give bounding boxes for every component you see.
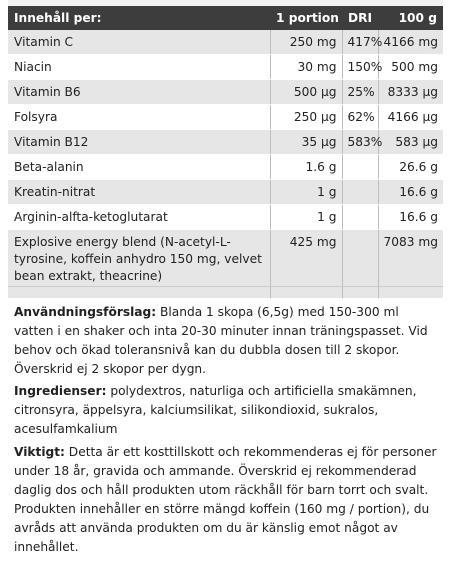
table-row <box>8 180 443 205</box>
ingredients-paragraph <box>14 382 439 439</box>
per100-value: 500 mg <box>378 55 443 80</box>
nutrition-table <box>8 6 443 299</box>
nutrient-name: Kreatin-nitrat <box>8 180 270 205</box>
per100-value: 8333 µg <box>378 80 443 105</box>
table-row <box>8 230 443 299</box>
nutrient-name: Explosive energy blend (N-acetyl-L-tyrosine, koffein anhydro 150 mg, velvet bean extrakt, theacrine) <box>8 230 270 299</box>
table-header-row <box>8 6 443 30</box>
important-label: Viktigt: <box>14 445 65 459</box>
nutrient-name: Vitamin B6 <box>8 80 270 105</box>
portion-value: 1.6 g <box>270 155 342 180</box>
dri-value: 150% <box>342 55 378 80</box>
header-content-per: Innehåll per: <box>8 6 270 30</box>
portion-value: 500 µg <box>270 80 342 105</box>
dri-value: 62% <box>342 105 378 130</box>
nutrient-name: Arginin-alfta-ketoglutarat <box>8 205 270 230</box>
header-dri: DRI <box>342 6 378 30</box>
nutrient-name: Vitamin B12 <box>8 130 270 155</box>
usage-paragraph <box>14 303 439 379</box>
nutrient-name: Folsyra <box>8 105 270 130</box>
dri-value: 417% <box>342 30 378 55</box>
portion-value: 425 mg <box>270 230 342 299</box>
table-row <box>8 105 443 130</box>
portion-value: 250 mg <box>270 30 342 55</box>
per100-value: 583 µg <box>378 130 443 155</box>
header-portion: 1 portion <box>270 6 342 30</box>
nutrient-name: Beta-alanin <box>8 155 270 180</box>
portion-value: 1 g <box>270 180 342 205</box>
ingredients-text: polydextros, naturliga och artificiella smakämnen, citronsyra, äppelsyra, kalciumsilikat, silikondioxid, sukralos, acesulfamkalium <box>14 384 417 436</box>
dri-value <box>342 155 378 180</box>
per100-value: 16.6 g <box>378 180 443 205</box>
table-row <box>8 80 443 105</box>
portion-value: 30 mg <box>270 55 342 80</box>
nutrient-name: Vitamin C <box>8 30 270 55</box>
per100-value: 26.6 g <box>378 155 443 180</box>
table-bottom-divider <box>8 286 443 287</box>
per100-value: 7083 mg <box>378 230 443 299</box>
table-row <box>8 205 443 230</box>
header-per-100g: 100 g <box>378 6 443 30</box>
dri-value <box>342 180 378 205</box>
usage-text: Blanda 1 skopa (6,5g) med 150-300 ml vatten i en shaker och inta 20-30 minuter innan träningspasset. Vid behov och ökad toleransnivå kan du dubbla dosen till 2 skopor. Överskrid ej 2 skopor per dygn. <box>14 305 428 376</box>
dri-value: 25% <box>342 80 378 105</box>
per100-value: 16.6 g <box>378 205 443 230</box>
usage-label: Användningsförslag: <box>14 305 157 319</box>
portion-value: 250 µg <box>270 105 342 130</box>
dri-value <box>342 205 378 230</box>
table-row <box>8 155 443 180</box>
table-row <box>8 130 443 155</box>
important-paragraph <box>14 443 439 557</box>
dri-value <box>342 230 378 299</box>
portion-value: 35 µg <box>270 130 342 155</box>
nutrient-name: Niacin <box>8 55 270 80</box>
dri-value: 583% <box>342 130 378 155</box>
table-row <box>8 55 443 80</box>
per100-value: 4166 mg <box>378 30 443 55</box>
per100-value: 4166 µg <box>378 105 443 130</box>
table-row <box>8 30 443 55</box>
ingredients-label: Ingredienser: <box>14 384 107 398</box>
important-text: Detta är ett kosttillskott och rekommenderas ej för personer under 18 år, gravida och ammande. Överskrid ej rekommenderad daglig dos och håll produkten utom räckhåll för barn torrt och svalt. Produkten innehåller en större mängd koffein (160 mg / portion), du avråds att använda produkten om du är känslig emot något av innehållet. <box>14 445 437 554</box>
portion-value: 1 g <box>270 205 342 230</box>
